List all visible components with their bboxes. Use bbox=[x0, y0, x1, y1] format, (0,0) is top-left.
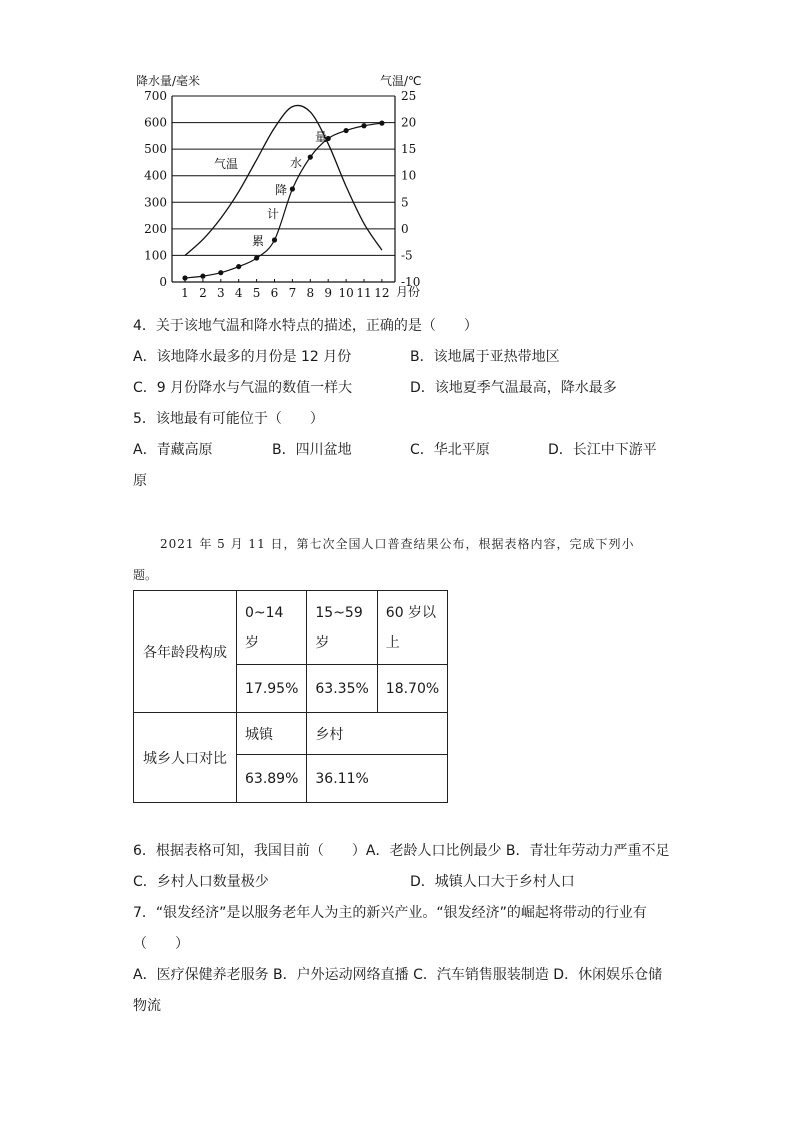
q4-option-d[interactable]: D．该地夏季气温最高，降水最多 bbox=[410, 380, 617, 396]
age-header-15-59-l2: 岁 bbox=[315, 634, 330, 651]
temperature-curve bbox=[185, 105, 382, 255]
right-tick: -5 bbox=[401, 248, 413, 263]
q7-options[interactable]: A．医疗保健养老服务 B．户外运动网络直播 C．汽车销售服装制造 D．休闲娱乐仓储 bbox=[133, 967, 663, 983]
q5-option-c[interactable]: C．华北平原 bbox=[410, 442, 490, 458]
left-axis-label: 降水量/毫米 bbox=[136, 74, 201, 88]
rural-value: 36.11% bbox=[307, 755, 448, 803]
precip-point bbox=[254, 255, 259, 260]
intro-line-2: 题。 bbox=[133, 568, 158, 582]
left-tick: 300 bbox=[144, 195, 167, 210]
precip-point bbox=[290, 186, 295, 191]
left-tick: 0 bbox=[159, 275, 167, 289]
row-label-urban-rural: 城乡人口对比 bbox=[134, 713, 237, 803]
age-header-0-14 bbox=[237, 591, 307, 665]
precip-point bbox=[236, 264, 241, 269]
q6-stem: 6．根据表格可知，我国目前（ ）A．老龄人口比例最少 B．青壮年劳动力严重不足 bbox=[133, 843, 670, 859]
q4-option-b[interactable]: B．该地属于亚热带地区 bbox=[410, 349, 560, 365]
q6-option-d[interactable]: D．城镇人口大于乡村人口 bbox=[410, 874, 575, 890]
intro-line-1: 2021 年 5 月 11 日，第七次全国人口普查结果公布，根据表格内容，完成下列小 bbox=[160, 537, 635, 551]
age-header-15-59-l1: 15~59 bbox=[315, 604, 363, 621]
label-liang: 量 bbox=[315, 130, 328, 144]
q7-stem: 7．“银发经济”是以服务老年人为主的新兴产业。“银发经济”的崛起将带动的行业有 bbox=[133, 905, 647, 921]
age-header-0-14-l2: 岁 bbox=[245, 634, 259, 651]
right-tick: 10 bbox=[401, 168, 417, 183]
right-tick-labels bbox=[401, 89, 420, 289]
left-tick: 200 bbox=[144, 221, 167, 236]
rural-header: 乡村 bbox=[307, 713, 448, 755]
right-tick: 15 bbox=[401, 142, 417, 157]
label-qiwen: 气温 bbox=[214, 157, 239, 171]
precip-point bbox=[308, 155, 313, 160]
left-tick: 500 bbox=[144, 142, 167, 157]
label-shui: 水 bbox=[290, 156, 303, 170]
age-value-60-plus: 18.70% bbox=[377, 665, 447, 713]
x-tick: 7 bbox=[288, 286, 297, 300]
x-tick-labels bbox=[181, 286, 389, 300]
urban-header: 城镇 bbox=[237, 713, 307, 755]
q7-options-wrap: 物流 bbox=[133, 998, 161, 1014]
x-tick: 11 bbox=[356, 286, 372, 300]
age-value-0-14: 17.95% bbox=[237, 665, 307, 713]
left-tick: 700 bbox=[144, 89, 167, 103]
left-tick: 400 bbox=[144, 168, 167, 183]
right-axis-label: 气温/℃ bbox=[380, 74, 422, 88]
population-table bbox=[133, 590, 448, 803]
age-header-60-plus-l1: 60 岁以 bbox=[385, 604, 437, 621]
age-header-0-14-l1: 0~14 bbox=[245, 604, 284, 621]
precip-point bbox=[272, 237, 277, 242]
left-tick-labels bbox=[144, 89, 167, 289]
q5-option-d-wrap: 原 bbox=[133, 473, 147, 489]
label-ji: 计 bbox=[267, 207, 280, 221]
x-tick: 6 bbox=[270, 286, 279, 300]
q6-option-c[interactable]: C．乡村人口数量极少 bbox=[133, 874, 269, 890]
right-tick: 20 bbox=[401, 115, 417, 130]
x-tick: 8 bbox=[306, 286, 315, 300]
x-tick: 5 bbox=[252, 286, 261, 300]
right-tick: -10 bbox=[401, 275, 421, 289]
x-tick: 3 bbox=[216, 286, 225, 300]
q5-option-a[interactable]: A．青藏高原 bbox=[133, 442, 213, 458]
q5-option-d[interactable]: D．长江中下游平 bbox=[548, 442, 657, 458]
climate-chart bbox=[128, 70, 438, 302]
precip-point bbox=[344, 128, 349, 133]
precip-point bbox=[182, 275, 187, 280]
age-value-15-59: 63.35% bbox=[307, 665, 377, 713]
x-tick: 9 bbox=[324, 286, 333, 300]
right-tick: 25 bbox=[401, 89, 417, 103]
label-jiang: 降 bbox=[275, 183, 288, 197]
age-header-60-plus bbox=[377, 591, 447, 665]
q5-stem: 5．该地最有可能位于（ ） bbox=[133, 411, 324, 427]
age-header-15-59 bbox=[307, 591, 377, 665]
precip-point bbox=[200, 274, 205, 279]
precip-point bbox=[379, 121, 384, 126]
precip-point bbox=[361, 123, 366, 128]
x-tick: 12 bbox=[374, 286, 390, 300]
x-tick: 1 bbox=[181, 286, 189, 300]
q7-stem-line2: （ ） bbox=[133, 936, 189, 952]
x-tick: 4 bbox=[234, 286, 243, 300]
label-lei: 累 bbox=[252, 234, 265, 248]
x-tick: 2 bbox=[199, 286, 207, 300]
q5-option-b[interactable]: B．四川盆地 bbox=[272, 442, 352, 458]
q4-stem: 4．关于该地气温和降水特点的描述，正确的是（ ） bbox=[133, 318, 478, 334]
x-tick: 10 bbox=[338, 286, 354, 300]
left-tick: 100 bbox=[144, 248, 167, 263]
x-unit-label: 月份 bbox=[396, 285, 421, 299]
precip-point bbox=[218, 270, 223, 275]
right-tick: 0 bbox=[401, 221, 409, 236]
precipitation-points bbox=[182, 121, 384, 281]
age-header-60-plus-l2: 上 bbox=[385, 634, 400, 651]
row-label-age: 各年龄段构成 bbox=[134, 591, 237, 713]
q4-option-a[interactable]: A．该地降水最多的月份是 12 月份 bbox=[133, 349, 352, 365]
left-tick: 600 bbox=[144, 115, 167, 130]
right-tick: 5 bbox=[401, 195, 409, 210]
urban-value: 63.89% bbox=[237, 755, 307, 803]
q4-option-c[interactable]: C．9 月份降水与气温的数值一样大 bbox=[133, 380, 353, 396]
